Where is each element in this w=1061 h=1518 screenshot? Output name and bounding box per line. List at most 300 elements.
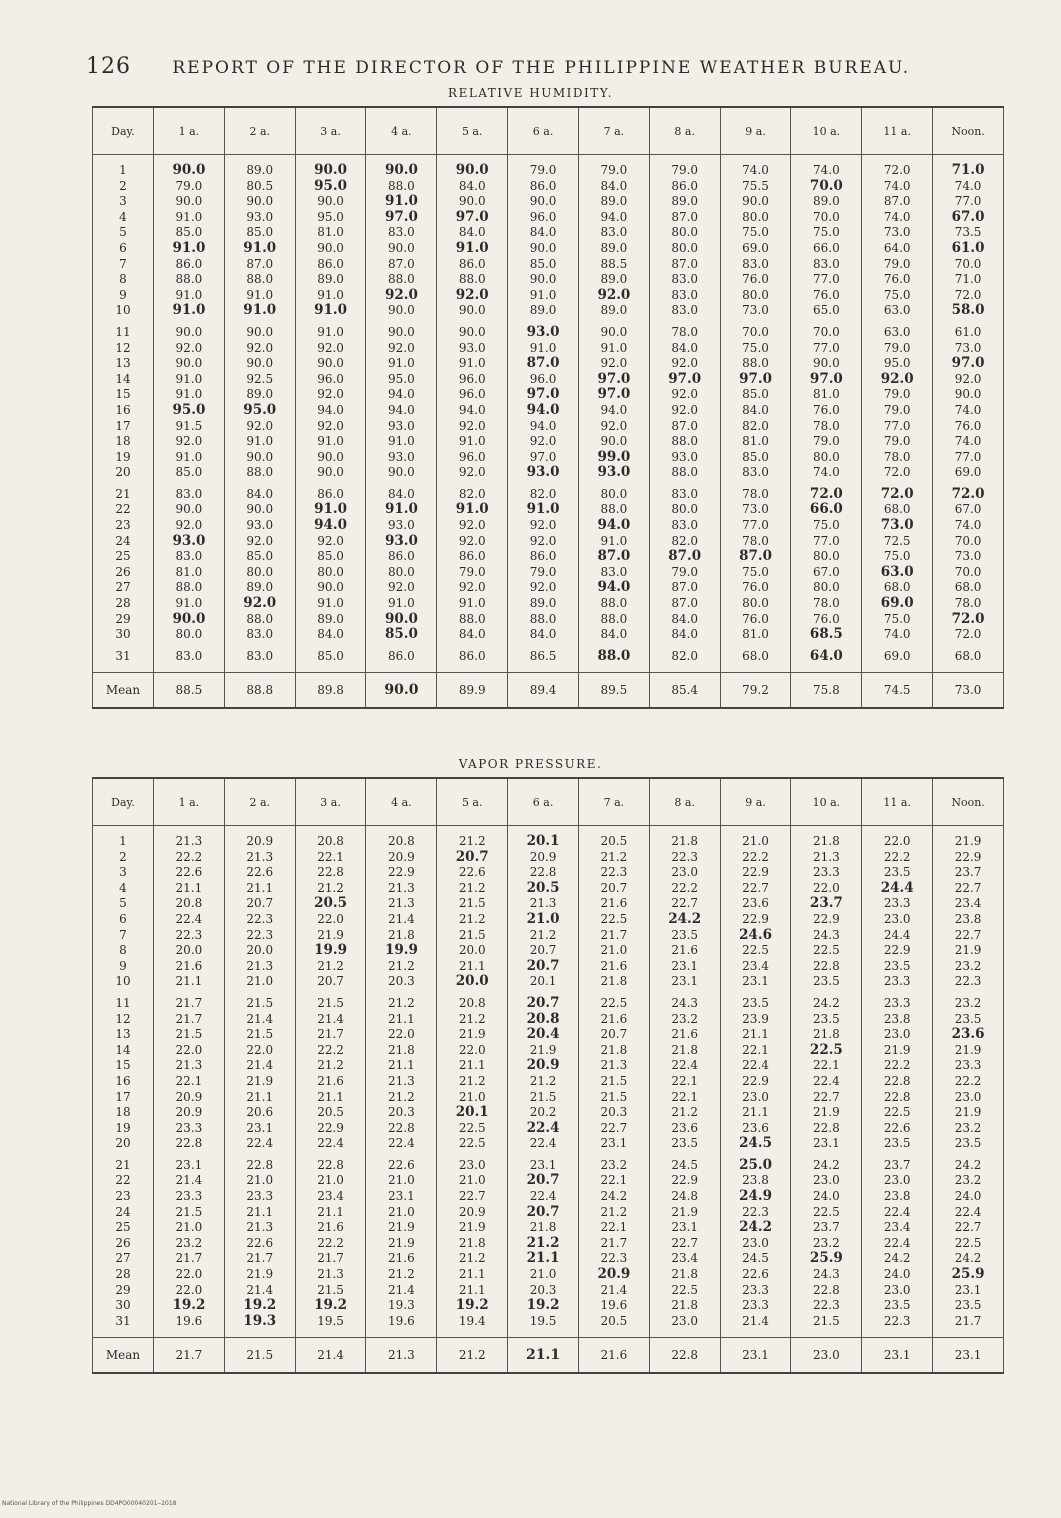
cell-value: 94.0 (600, 209, 628, 224)
mean-value: 73.0 (933, 673, 1004, 709)
cell-value: 91.0 (529, 287, 557, 302)
cell-value: 71.0 (951, 162, 985, 178)
cell-value: 24.0 (813, 1189, 840, 1204)
cell-value: 22.5 (742, 943, 769, 958)
cell-value: 87.0 (388, 256, 415, 271)
cell-value: 74.0 (883, 627, 911, 642)
cell-value: 97.0 (597, 370, 631, 387)
cell-value: 21.5 (246, 1027, 274, 1042)
cell-value: 22.7 (954, 1220, 982, 1235)
cell-value: 80.0 (671, 502, 699, 517)
cell-value: 89.0 (317, 272, 344, 287)
cell-value: 22.0 (246, 1042, 274, 1057)
cell-value: 22.1 (742, 1042, 769, 1057)
cell-value: 80.0 (600, 486, 628, 501)
cell-value: 88.0 (600, 611, 628, 626)
cell-value: 23.3 (883, 896, 911, 911)
cell-value: 21.0 (600, 943, 628, 958)
cell-value: 21.0 (526, 910, 560, 927)
cell-value: 21.0 (246, 1173, 274, 1188)
hour-column-header: 9 a. (720, 107, 791, 155)
cell-value: 22.4 (388, 1136, 415, 1151)
cell-value: 21.1 (458, 1267, 486, 1282)
cell-value: 73.0 (883, 225, 911, 240)
cell-value: 93.0 (172, 532, 206, 549)
cell-value: 76.0 (813, 402, 840, 417)
hour-column-header: 5 a. (437, 778, 508, 826)
cell-value: 61.0 (951, 239, 985, 256)
cell-value: 22.3 (175, 927, 203, 942)
cell-value: 63.0 (883, 303, 911, 318)
cell-value: 22.0 (175, 1042, 203, 1057)
cell-value: 23.1 (742, 974, 769, 989)
cell-value: 24.2 (668, 910, 702, 927)
cell-value: 93.0 (384, 532, 418, 549)
value-column (295, 155, 366, 673)
day-number: 16 (115, 402, 131, 417)
cell-value: 78.0 (742, 486, 769, 501)
cell-value: 91.0 (458, 434, 486, 449)
cell-value: 72.5 (883, 533, 911, 548)
cell-value: 90.0 (246, 194, 274, 209)
page-number: 126 (86, 54, 131, 79)
cell-value: 23.9 (742, 1011, 769, 1026)
cell-value: 23.6 (742, 1120, 769, 1135)
cell-value: 91.0 (526, 501, 560, 518)
cell-value: 86.0 (317, 486, 344, 501)
cell-value: 19.9 (314, 942, 348, 959)
cell-value: 20.7 (246, 896, 274, 911)
cell-value: 21.7 (175, 1251, 203, 1266)
cell-value: 21.1 (742, 1105, 769, 1120)
cell-value: 22.6 (883, 1120, 911, 1135)
cell-value: 21.9 (317, 927, 344, 942)
cell-value: 22.0 (388, 1027, 415, 1042)
cell-value: 76.0 (742, 611, 769, 626)
cell-value: 83.0 (671, 486, 699, 501)
cell-value: 22.8 (246, 1157, 274, 1172)
relative-humidity-table (92, 106, 1004, 709)
cell-value: 21.2 (458, 911, 486, 926)
value-column (649, 826, 720, 1338)
cell-value: 20.9 (526, 1057, 560, 1074)
cell-value: 21.8 (813, 1027, 840, 1042)
cell-value: 88.0 (388, 178, 415, 193)
cell-value: 93.0 (388, 518, 415, 533)
cell-value: 84.0 (458, 627, 486, 642)
cell-value: 91.0 (175, 387, 203, 402)
cell-value: 79.0 (458, 564, 486, 579)
cell-value: 81.0 (317, 225, 344, 240)
day-number: 23 (115, 1189, 131, 1204)
cell-value: 91.0 (455, 501, 489, 518)
header-row (93, 107, 1004, 155)
cell-value: 91.5 (175, 418, 203, 433)
hour-column-header: 7 a. (578, 107, 649, 155)
cell-value: 96.0 (529, 209, 557, 224)
page-title: REPORT OF THE DIRECTOR OF THE PHILIPPINE WEATHER BUREAU. (172, 58, 911, 78)
cell-value: 64.0 (809, 647, 843, 664)
day-column-header: Day. (93, 778, 154, 826)
cell-value: 72.0 (951, 485, 985, 502)
day-number: 11 (115, 324, 131, 339)
cell-value: 82.0 (671, 533, 699, 548)
cell-value: 89.0 (246, 387, 274, 402)
cell-value: 21.9 (458, 1027, 486, 1042)
cell-value: 73.0 (954, 549, 982, 564)
cell-value: 75.0 (742, 225, 769, 240)
cell-value: 21.4 (246, 1058, 274, 1073)
cell-value: 73.0 (742, 502, 769, 517)
cell-value: 20.7 (526, 994, 560, 1011)
cell-value: 94.0 (526, 401, 560, 418)
relative-humidity-title: RELATIVE HUMIDITY. (448, 86, 613, 100)
cell-value: 22.0 (458, 1042, 486, 1057)
cell-value: 24.2 (813, 1157, 840, 1172)
cell-value: 22.5 (954, 1235, 982, 1250)
cell-value: 24.5 (742, 1251, 769, 1266)
mean-value: 22.8 (649, 1338, 720, 1374)
day-number: 28 (115, 1267, 131, 1282)
cell-value: 85.0 (742, 449, 769, 464)
day-column (93, 826, 154, 1338)
cell-value: 25.9 (951, 1266, 985, 1283)
day-number: 9 (119, 287, 127, 302)
cell-value: 80.0 (671, 225, 699, 240)
cell-value: 91.0 (175, 449, 203, 464)
value-column (224, 155, 295, 673)
cell-value: 21.3 (529, 896, 557, 911)
cell-value: 20.5 (314, 895, 348, 912)
cell-value: 83.0 (671, 518, 699, 533)
cell-value: 61.0 (954, 324, 982, 339)
cell-value: 85.0 (246, 549, 274, 564)
cell-value: 79.0 (175, 178, 203, 193)
cell-value: 21.9 (529, 1042, 557, 1057)
cell-value: 93.0 (458, 340, 486, 355)
day-number: 3 (119, 194, 127, 209)
cell-value: 23.5 (813, 974, 840, 989)
value-column (437, 155, 508, 673)
cell-value: 23.5 (954, 1298, 982, 1313)
cell-value: 66.0 (809, 501, 843, 518)
cell-value: 97.0 (597, 386, 631, 403)
cell-value: 90.0 (458, 324, 486, 339)
cell-value: 22.5 (600, 911, 628, 926)
mean-value: 89.9 (437, 673, 508, 709)
cell-value: 20.9 (529, 849, 557, 864)
cell-value: 68.5 (809, 626, 843, 643)
cell-value: 86.0 (175, 256, 203, 271)
cell-value: 21.4 (246, 1011, 274, 1026)
cell-value: 87.0 (671, 418, 699, 433)
cell-value: 21.2 (458, 834, 486, 848)
cell-value: 19.2 (314, 1297, 348, 1314)
cell-value: 20.3 (388, 974, 415, 989)
cell-value: 21.9 (246, 1267, 274, 1282)
cell-value: 86.0 (458, 648, 486, 663)
cell-value: 23.0 (883, 1282, 911, 1297)
cell-value: 21.6 (600, 1011, 628, 1026)
day-number: 30 (115, 1298, 131, 1313)
value-column (224, 826, 295, 1338)
cell-value: 70.0 (954, 533, 982, 548)
cell-value: 23.2 (954, 958, 982, 973)
cell-value: 91.0 (175, 287, 203, 302)
cell-value: 22.6 (388, 1157, 415, 1172)
cell-value: 94.0 (600, 402, 628, 417)
cell-value: 22.8 (813, 1282, 840, 1297)
cell-value: 91.0 (458, 596, 486, 611)
cell-value: 23.3 (175, 1120, 203, 1135)
cell-value: 79.0 (883, 434, 911, 449)
cell-value: 23.3 (742, 1282, 769, 1297)
cell-value: 90.0 (529, 240, 557, 255)
cell-value: 20.9 (597, 1266, 631, 1283)
cell-value: 20.8 (388, 834, 415, 848)
cell-value: 91.0 (384, 193, 418, 210)
cell-value: 24.3 (813, 927, 840, 942)
cell-value: 20.7 (526, 1172, 560, 1189)
cell-value: 94.0 (458, 402, 486, 417)
cell-value: 67.0 (954, 502, 982, 517)
cell-value: 79.0 (529, 163, 557, 177)
cell-value: 22.2 (742, 849, 769, 864)
cell-value: 89.0 (671, 194, 699, 209)
day-number: 4 (119, 880, 127, 895)
hour-column-header: 8 a. (649, 778, 720, 826)
cell-value: 91.0 (243, 302, 277, 319)
day-number: 14 (115, 371, 131, 386)
cell-value: 22.6 (246, 865, 274, 880)
cell-value: 83.0 (671, 272, 699, 287)
cell-value: 83.0 (600, 225, 628, 240)
cell-value: 95.0 (314, 177, 348, 194)
cell-value: 67.0 (951, 208, 985, 225)
cell-value: 88.0 (246, 272, 274, 287)
mean-value: 74.5 (862, 673, 933, 709)
cell-value: 21.1 (742, 1027, 769, 1042)
cell-value: 23.5 (883, 1298, 911, 1313)
cell-value: 21.8 (600, 974, 628, 989)
cell-value: 21.1 (458, 1058, 486, 1073)
day-number: 3 (119, 865, 127, 880)
day-number: 30 (115, 627, 131, 642)
cell-value: 91.0 (600, 533, 628, 548)
cell-value: 97.0 (668, 370, 702, 387)
day-number: 13 (115, 1027, 131, 1042)
cell-value: 21.2 (458, 1011, 486, 1026)
cell-value: 73.5 (954, 225, 982, 240)
cell-value: 75.0 (813, 518, 840, 533)
cell-value: 21.3 (246, 958, 274, 973)
day-number: 14 (115, 1042, 131, 1057)
cell-value: 22.4 (883, 1204, 911, 1219)
cell-value: 20.5 (600, 1313, 628, 1328)
cell-value: 92.0 (880, 370, 914, 387)
cell-value: 90.0 (175, 194, 203, 209)
cell-value: 72.0 (951, 610, 985, 627)
cell-value: 22.5 (458, 1136, 486, 1151)
cell-value: 21.3 (246, 1220, 274, 1235)
cell-value: 90.0 (742, 194, 769, 209)
cell-value: 25.0 (739, 1156, 772, 1173)
cell-value: 82.0 (742, 418, 769, 433)
cell-value: 21.0 (458, 1173, 486, 1188)
mean-row (93, 673, 1004, 709)
hour-column-header: 3 a. (295, 107, 366, 155)
cell-value: 90.0 (246, 324, 274, 339)
cell-value: 21.3 (388, 880, 415, 895)
cell-value: 21.0 (742, 834, 769, 848)
cell-value: 22.2 (317, 1235, 344, 1250)
cell-value: 81.0 (742, 434, 769, 449)
cell-value: 73.0 (954, 340, 982, 355)
cell-value: 24.4 (880, 879, 914, 896)
cell-value: 22.9 (954, 849, 982, 864)
cell-value: 86.0 (671, 178, 699, 193)
cell-value: 20.8 (317, 834, 344, 848)
cell-value: 20.1 (529, 974, 557, 989)
vapor-pressure-table (92, 777, 1004, 1374)
day-number: 9 (119, 958, 127, 973)
cell-value: 92.0 (458, 533, 486, 548)
cell-value: 75.0 (742, 340, 769, 355)
cell-value: 88.0 (175, 272, 203, 287)
cell-value: 90.0 (317, 580, 344, 595)
cell-value: 22.4 (742, 1058, 769, 1073)
cell-value: 20.0 (458, 943, 486, 958)
cell-value: 91.0 (175, 371, 203, 386)
cell-value: 91.0 (388, 434, 415, 449)
cell-value: 21.6 (600, 958, 628, 973)
day-number: 31 (115, 648, 131, 663)
cell-value: 21.8 (458, 1235, 486, 1250)
cell-value: 89.0 (246, 580, 274, 595)
day-number: 26 (115, 564, 131, 579)
cell-value: 22.9 (813, 911, 840, 926)
cell-value: 23.6 (742, 896, 769, 911)
day-number: 5 (119, 225, 127, 240)
day-number: 19 (115, 1120, 131, 1135)
cell-value: 21.1 (458, 958, 486, 973)
day-number: 10 (115, 303, 131, 318)
mean-value: 75.8 (791, 673, 862, 709)
cell-value: 22.1 (813, 1058, 840, 1073)
hour-column-header: 9 a. (720, 778, 791, 826)
day-number: 24 (115, 1204, 131, 1219)
value-column (791, 826, 862, 1338)
cell-value: 74.0 (954, 178, 982, 193)
mean-value: 23.1 (720, 1338, 791, 1374)
cell-value: 21.3 (317, 1267, 344, 1282)
mean-value: 89.8 (295, 673, 366, 709)
cell-value: 93.0 (246, 518, 274, 533)
cell-value: 21.9 (954, 1105, 982, 1120)
cell-value: 21.2 (317, 1058, 344, 1073)
cell-value: 21.8 (671, 1042, 699, 1057)
cell-value: 22.9 (317, 1120, 344, 1135)
cell-value: 90.0 (172, 610, 206, 627)
cell-value: 21.5 (600, 1073, 628, 1088)
cell-value: 21.1 (388, 1058, 415, 1073)
cell-value: 23.0 (671, 865, 699, 880)
cell-value: 20.1 (455, 1104, 489, 1121)
cell-value: 21.4 (317, 1011, 344, 1026)
cell-value: 23.4 (742, 958, 769, 973)
cell-value: 21.7 (175, 995, 203, 1010)
cell-value: 21.5 (317, 995, 344, 1010)
day-number: 23 (115, 518, 131, 533)
cell-value: 21.9 (388, 1220, 415, 1235)
cell-value: 22.5 (813, 1204, 840, 1219)
cell-value: 91.0 (175, 596, 203, 611)
cell-value: 21.0 (458, 1089, 486, 1104)
cell-value: 22.7 (600, 1120, 628, 1135)
cell-value: 21.2 (388, 1267, 415, 1282)
cell-value: 20.9 (246, 834, 274, 848)
cell-value: 91.0 (388, 596, 415, 611)
cell-value: 20.7 (455, 848, 489, 865)
cell-value: 96.0 (458, 371, 486, 386)
cell-value: 91.0 (172, 302, 206, 319)
cell-value: 21.3 (600, 1058, 628, 1073)
value-column (933, 155, 1004, 673)
cell-value: 90.0 (175, 502, 203, 517)
cell-value: 87.0 (597, 548, 631, 565)
cell-value: 22.7 (458, 1189, 486, 1204)
cell-value: 92.0 (317, 533, 344, 548)
day-number: 31 (115, 1313, 131, 1328)
cell-value: 83.0 (175, 486, 203, 501)
cell-value: 89.0 (600, 194, 628, 209)
cell-value: 21.7 (317, 1027, 344, 1042)
cell-value: 96.0 (458, 387, 486, 402)
cell-value: 69.0 (883, 648, 911, 663)
cell-value: 74.0 (954, 434, 982, 449)
cell-value: 93.0 (388, 449, 415, 464)
value-column (366, 826, 437, 1338)
cell-value: 83.0 (671, 287, 699, 302)
cell-value: 22.3 (246, 911, 274, 926)
cell-value: 90.0 (314, 162, 348, 178)
value-column (933, 826, 1004, 1338)
cell-value: 24.3 (671, 995, 699, 1010)
cell-value: 95.0 (883, 356, 911, 371)
cell-value: 21.7 (317, 1251, 344, 1266)
cell-value: 70.0 (742, 324, 769, 339)
cell-value: 21.9 (813, 1105, 840, 1120)
cell-value: 83.0 (246, 627, 274, 642)
mean-value: 89.4 (508, 673, 579, 709)
cell-value: 90.0 (317, 465, 344, 480)
cell-value: 93.0 (246, 209, 274, 224)
cell-value: 19.4 (458, 1313, 486, 1328)
cell-value: 21.3 (175, 834, 203, 848)
cell-value: 88.0 (597, 647, 631, 664)
cell-value: 21.6 (671, 1027, 699, 1042)
cell-value: 75.0 (883, 611, 911, 626)
cell-value: 92.0 (597, 286, 631, 303)
cell-value: 23.8 (742, 1173, 769, 1188)
cell-value: 80.0 (388, 564, 415, 579)
cell-value: 91.0 (455, 239, 489, 256)
cell-value: 21.6 (317, 1073, 344, 1088)
cell-value: 83.0 (175, 549, 203, 564)
cell-value: 78.0 (954, 596, 982, 611)
cell-value: 22.5 (883, 1105, 911, 1120)
cell-value: 23.7 (813, 1220, 840, 1235)
